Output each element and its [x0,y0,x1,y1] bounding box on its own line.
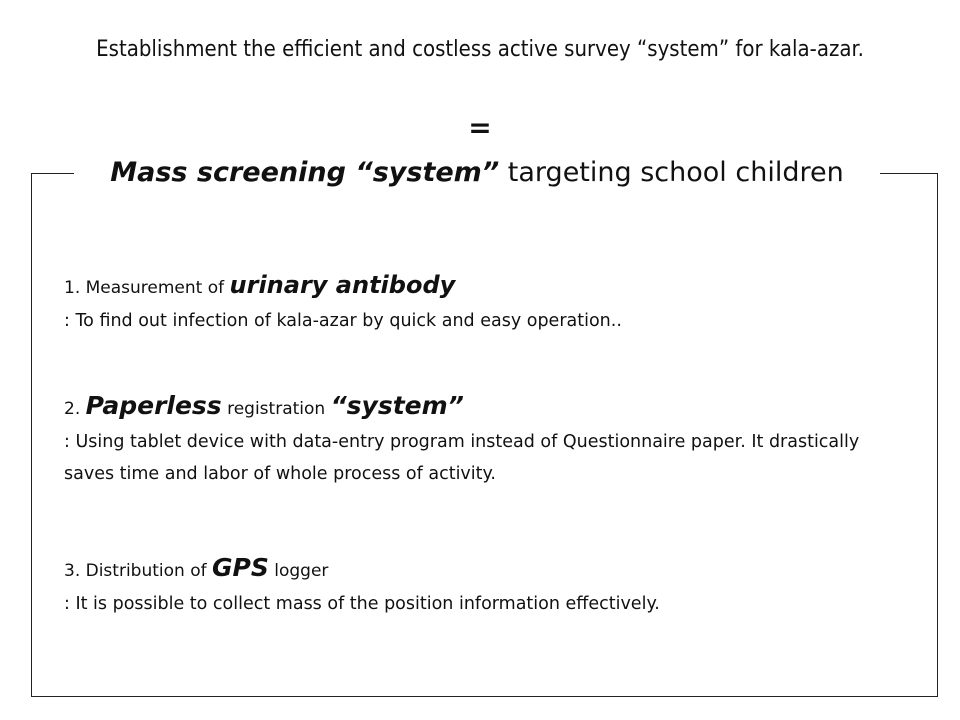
item-description: : To find out infection of kala-azar by quick and easy operation.. [64,311,622,331]
item-description: : Using tablet device with data-entry program instead of Questionnaire paper. It drastically saves time and labor of whole process of activity. [64,432,860,484]
item-middle: registration [221,399,331,419]
subtitle-emphasis: Mass screening “system” [110,157,500,188]
item-prefix: 2. [64,399,86,419]
item-heading [64,389,884,426]
equals-sign: = [468,111,492,144]
subtitle-rest: targeting school children [499,157,844,188]
item-heading [64,551,884,588]
list-item-gps-logger [64,551,884,620]
page-title: Establishment the efficient and costless active survey “system” for kala-azar. [96,37,864,62]
list-item-paperless-registration [64,389,884,490]
item-emphasis: urinary antibody [229,271,456,299]
item-description: : It is possible to collect mass of the position information effectively. [64,594,660,614]
subtitle [74,150,880,196]
item-prefix: 3. Distribution of [64,561,212,581]
item-emphasis: GPS [212,553,269,582]
list-item-urinary-antibody [64,268,884,337]
item-prefix: 1. Measurement of [64,278,230,298]
item-emphasis: Paperless [85,391,222,420]
item-heading [64,268,884,305]
item-suffix: logger [268,561,329,581]
item-emphasis-system: “system” [330,391,464,420]
